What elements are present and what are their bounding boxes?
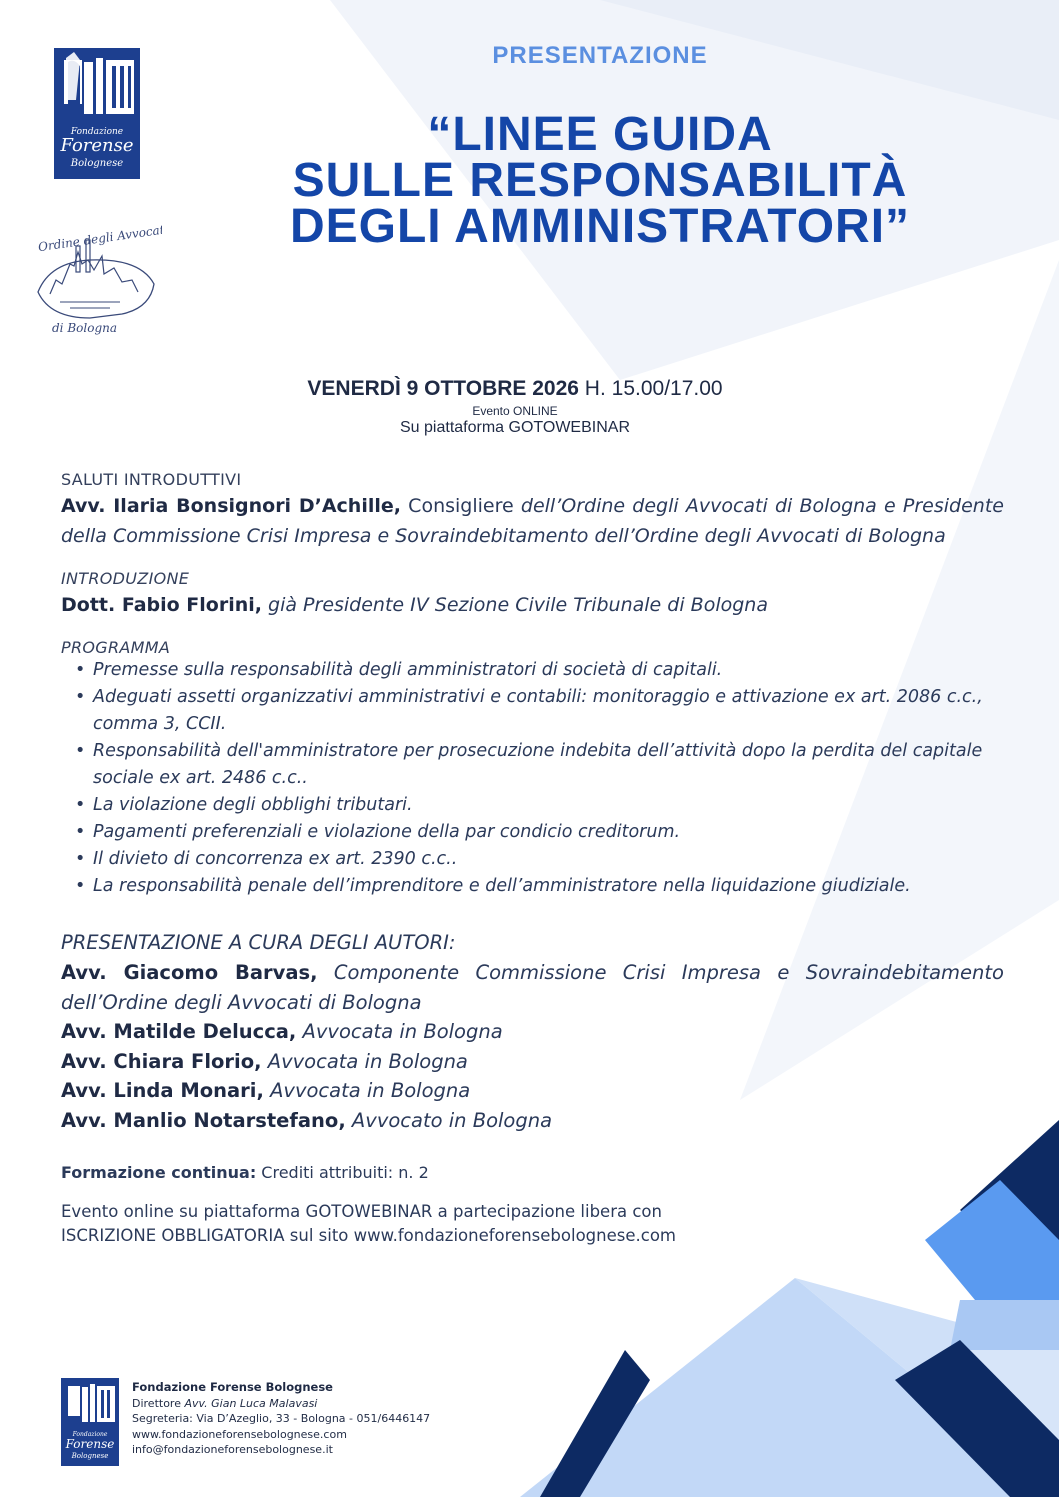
svg-text:Bolognese: Bolognese (71, 1452, 109, 1460)
svg-text:Fondazione: Fondazione (70, 127, 124, 137)
footer-director: Direttore Avv. Gian Luca Malavasi (132, 1396, 318, 1410)
list-item: • Pagamenti preferenziali e violazione della par condicio creditorum. (75, 822, 681, 842)
list-item: • La responsabilità penale dell’imprenditore e dell’amministratore nella liquidazione giudiziale. (75, 876, 911, 896)
fondazione-logo (54, 48, 140, 179)
event-date-block (230, 374, 800, 438)
author-entry: Avv. Manlio Notarstefano, Avvocato in Bologna (61, 1108, 553, 1132)
list-item: • La violazione degli obblighi tributari. (75, 795, 413, 815)
introduzione-name: Dott. Fabio Florini, (61, 594, 262, 616)
event-platform: Su piattaforma GOTOWEBINAR (400, 419, 630, 436)
svg-text:Bolognese: Bolognese (70, 158, 124, 169)
footer-website-link[interactable]: www.fondazioneforensebolognese.com (132, 1427, 347, 1441)
saluti-role-plain: Consigliere (400, 495, 521, 517)
author-entry: Avv. Giacomo Barvas, Componente Commissione Crisi Impresa e Sovraindebitamento dell’Ordine degli Avvocati di Bologna (61, 961, 1004, 1014)
saluti-role: dell’Ordine degli Avvocati di Bologna e Presidente della Commissione Crisi Impresa e Sovraindebitamento dell’Ordine degli Avvocati di Bologna (61, 495, 1004, 547)
credits-label: Formazione continua: (61, 1163, 257, 1182)
programma-label: PROGRAMMA (61, 638, 171, 657)
title-line-2: SULLE RESPONSABILITÀ (292, 154, 908, 207)
list-item: • Premesse sulla responsabilità degli amministratori di società di capitali. (75, 660, 723, 680)
saluti-name: Avv. Ilaria Bonsignori D’Achille, (61, 495, 401, 517)
footer-contacts (132, 1380, 430, 1458)
ordine-avvocati-logo (30, 222, 162, 340)
author-entry: Avv. Chiara Florio, Avvocata in Bologna (61, 1049, 468, 1073)
svg-text:Fondazione: Fondazione (72, 1431, 108, 1438)
registration-link[interactable]: ISCRIZIONE OBBLIGATORIA sul sito www.fondazioneforensebolognese.com (61, 1226, 676, 1245)
online-note: Evento online su piattaforma GOTOWEBINAR a partecipazione libera con ISCRIZIONE OBBLIGATORIA sul sito www.fondazioneforensebolognese.com (61, 1200, 1004, 1248)
footer-org-name: Fondazione Forense Bolognese (132, 1380, 333, 1394)
list-item: • Responsabilità dell'amministratore per prosecuzione indebita dell’attività dopo la perdita del capitale sociale ex art. 2486 c.c.. (75, 741, 983, 788)
introduzione-role: già Presidente IV Sezione Civile Tribunale di Bologna (261, 594, 768, 616)
event-title (190, 108, 1010, 253)
credits-line (61, 1163, 1004, 1182)
event-time: H. 15.00/17.00 (578, 377, 723, 400)
saluti-label: SALUTI INTRODUTTIVI (61, 470, 242, 489)
svg-text:Ordine degli Avvocati: Ordine degli Avvocati (37, 222, 162, 255)
title-line-1: “LINEE GUIDA (427, 108, 773, 161)
footer-logo (61, 1378, 119, 1466)
author-entry: Avv. Linda Monari, Avvocata in Bologna (61, 1079, 471, 1102)
svg-text:Forense: Forense (65, 1437, 115, 1451)
footer-secretariat: Segreteria: Via D’Azeglio, 33 - Bologna - 051/6446147 (132, 1412, 431, 1425)
svg-text:di Bologna: di Bologna (52, 321, 118, 335)
event-kicker: PRESENTAZIONE (492, 42, 708, 69)
credits-value: Crediti attribuiti: n. 2 (256, 1163, 429, 1182)
list-item: • Il divieto di concorrenza ex art. 2390 c.c.. (75, 849, 458, 869)
event-mode: Evento ONLINE (472, 404, 558, 418)
autori-label: PRESENTAZIONE A CURA DEGLI AUTORI: (61, 931, 456, 954)
title-line-3: DEGLI AMMINISTRATORI” (289, 200, 911, 253)
programma-list (61, 657, 1004, 900)
introduzione-label: INTRODUZIONE (61, 569, 190, 588)
author-entry: Avv. Matilde Delucca, Avvocata in Bologna (61, 1020, 503, 1043)
introduzione-speaker (61, 590, 1004, 620)
svg-text:Forense: Forense (60, 135, 134, 156)
event-date: VENERDÌ 9 OTTOBRE 2026 (307, 377, 579, 400)
list-item: • Adeguati assetti organizzativi amministrativi e contabili: monitoraggio e attivazione ex art. 2086 c.c., comma 3, CCII. (75, 687, 983, 734)
footer-email-link[interactable]: info@fondazioneforensebolognese.it (132, 1443, 333, 1456)
saluti-speaker (61, 491, 1004, 551)
main-content (61, 470, 1004, 1248)
